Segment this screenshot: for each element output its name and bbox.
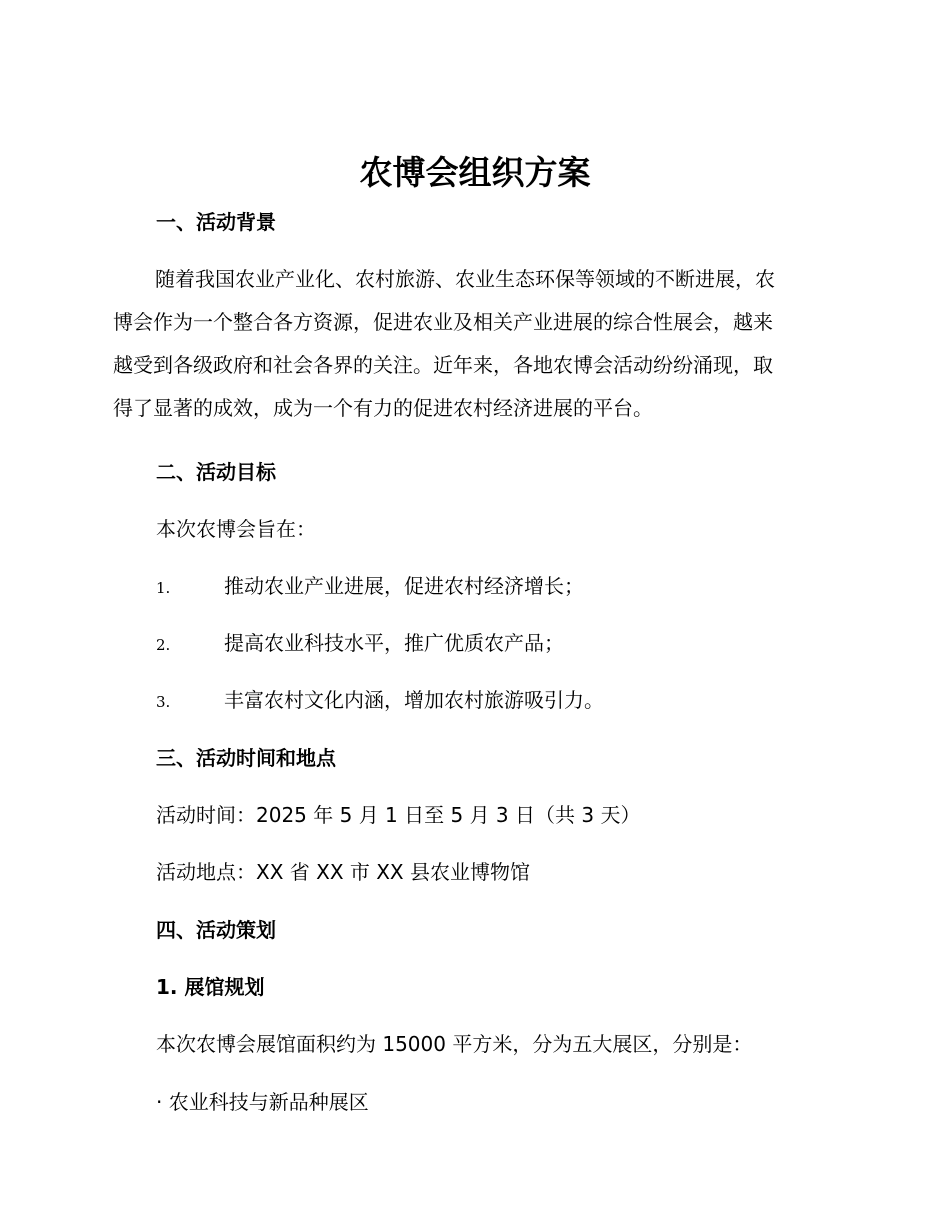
paragraph-line: 得了显著的成效，成为一个有力的促进农村经济进展的平台。 [113, 396, 653, 420]
section-heading-goals: 二、活动目标 [156, 460, 276, 484]
section-heading-planning: 四、活动策划 [156, 918, 276, 942]
paragraph-line: 随着我国农业产业化、农村旅游、农业生态环保等领域的不断进展，农 [155, 267, 775, 291]
hall-intro: 本次农博会展馆面积约为 15000 平方米，分为五大展区，分别是： [156, 1032, 753, 1056]
list-item [156, 628, 564, 660]
section-heading-background: 一、活动背景 [156, 210, 276, 234]
bullet-item: · 农业科技与新品种展区 [156, 1090, 369, 1114]
list-number: 2. [156, 636, 171, 654]
paragraph-line: 越受到各级政府和社会各界的关注。近年来，各地农博会活动纷纷涌现，取 [113, 353, 773, 377]
list-number: 1. [156, 579, 171, 597]
list-text: 提高农业科技水平，推广优质农产品； [224, 631, 564, 655]
list-text: 推动农业产业进展，促进农村经济增长； [224, 574, 584, 598]
event-place: 活动地点：XX 省 XX 市 XX 县农业博物馆 [156, 860, 530, 884]
document-title: 农博会组织方案 [359, 153, 591, 192]
event-time: 活动时间：2025 年 5 月 1 日至 5 月 3 日（共 3 天） [156, 803, 641, 827]
section-heading-time-place: 三、活动时间和地点 [156, 746, 336, 770]
list-item [156, 685, 604, 717]
list-text: 丰富农村文化内涵，增加农村旅游吸引力。 [224, 688, 604, 712]
paragraph-line: 博会作为一个整合各方资源，促进农业及相关产业进展的综合性展会，越来 [113, 310, 773, 334]
goals-intro: 本次农博会旨在： [156, 517, 316, 541]
list-item [156, 571, 584, 603]
background-paragraph [113, 258, 833, 430]
subsection-heading-hall: 1. 展馆规划 [156, 975, 265, 999]
list-number: 3. [156, 693, 171, 711]
